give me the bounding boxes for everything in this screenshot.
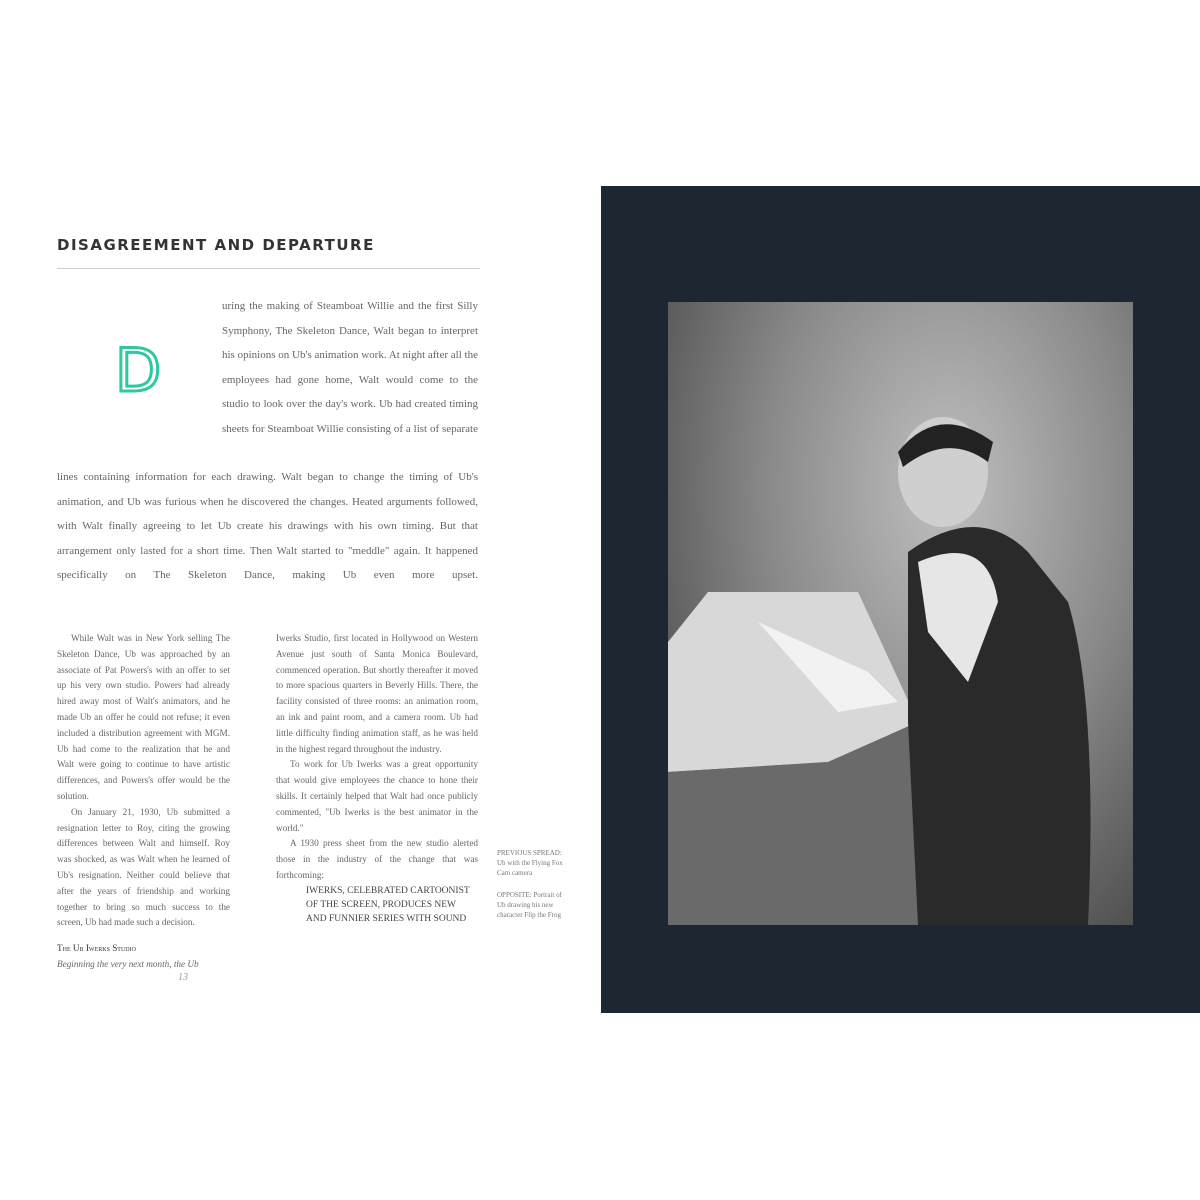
- caption-opposite: OPPOSITE: Portrait of Ub drawing his new character Flip the Frog: [497, 891, 562, 919]
- intro-text-top: uring the making of Steamboat Willie and the first Silly Symphony, The Skeleton Dance, Walt began to interpret his opinions on Ub's animation work. At night after all the employees had gone home, Walt would come to the studio to look over the day's work. Ub had created timing sheets for Steamboat Willie consisting of a list of separate: [222, 300, 478, 435]
- subheading: The Ub Iwerks Studio: [57, 943, 136, 954]
- text-column-left: [57, 631, 230, 973]
- drop-cap: D: [115, 336, 162, 406]
- press-quote: IWERKS, CELEBRATED CARTOONIST OF THE SCREEN, PRODUCES NEW AND FUNNIER SERIES WITH SOUND: [306, 885, 470, 924]
- section-heading: DISAGREEMENT AND DEPARTURE: [57, 236, 375, 254]
- paragraph: While Walt was in New York selling The Skeleton Dance, Ub was approached by an associate of Pat Powers's with an offer to set up his very own studio. Powers had already hired away most of Walt's animators, and he made Ub an offer he could not refuse; it even included a distribution agreement with MGM. Ub had come to the realization that he and Walt were going to continue to have artistic differences, and Powers's offer would be the solution.: [57, 633, 230, 801]
- portrait-illustration: [668, 302, 1133, 925]
- paragraph: On January 21, 1930, Ub submitted a resignation letter to Roy, citing the growing differences between Walt and himself. Roy was shocked, as was Walt when he learned of Ub's resignation. Neither could believe that after the years of friendship and working together to bring so much success to the screen, Ub had made such a decision.: [57, 806, 230, 928]
- caption-previous-spread: PREVIOUS SPREAD: Ub with the Flying Fox Cam camera: [497, 849, 563, 877]
- text-column-right: [276, 631, 478, 926]
- heading-divider: [57, 268, 480, 269]
- paragraph: To work for Ub Iwerks was a great opportunity that would give employees the chance to hone their skills. It certainly helped that Walt had once publicly commented, "Ub Iwerks is the best animator in the world.": [276, 759, 478, 833]
- paragraph: Beginning the very next month, the Ub: [57, 958, 199, 969]
- paragraph: A 1930 press sheet from the new studio alerted those in the industry of the change that was forthcoming:: [276, 838, 478, 880]
- portrait-photo: [668, 302, 1133, 925]
- intro-text-bottom: lines containing information for each drawing. Walt began to change the timing of Ub's animation, and Ub was furious when he discovered the changes. Heated arguments followed, with Walt finally agreeing to let Ub create his drawings with his own timing. But that arrangement only lasted for a short time. Then Walt started to "meddle" again. It happened specifically on The Skeleton Dance, making Ub even more upset.: [57, 471, 478, 581]
- page-number: 13: [178, 972, 188, 983]
- paragraph: Iwerks Studio, first located in Hollywood on Western Avenue just south of Santa Monica Boulevard, commenced operation. But shortly thereafter it moved to more spacious quarters in Beverly Hills. There, the facility consisted of three rooms: an animation room, an ink and paint room, and a camera room. Ub had little difficulty finding animation staff, as he was held in the highest regard throughout the industry.: [276, 633, 478, 754]
